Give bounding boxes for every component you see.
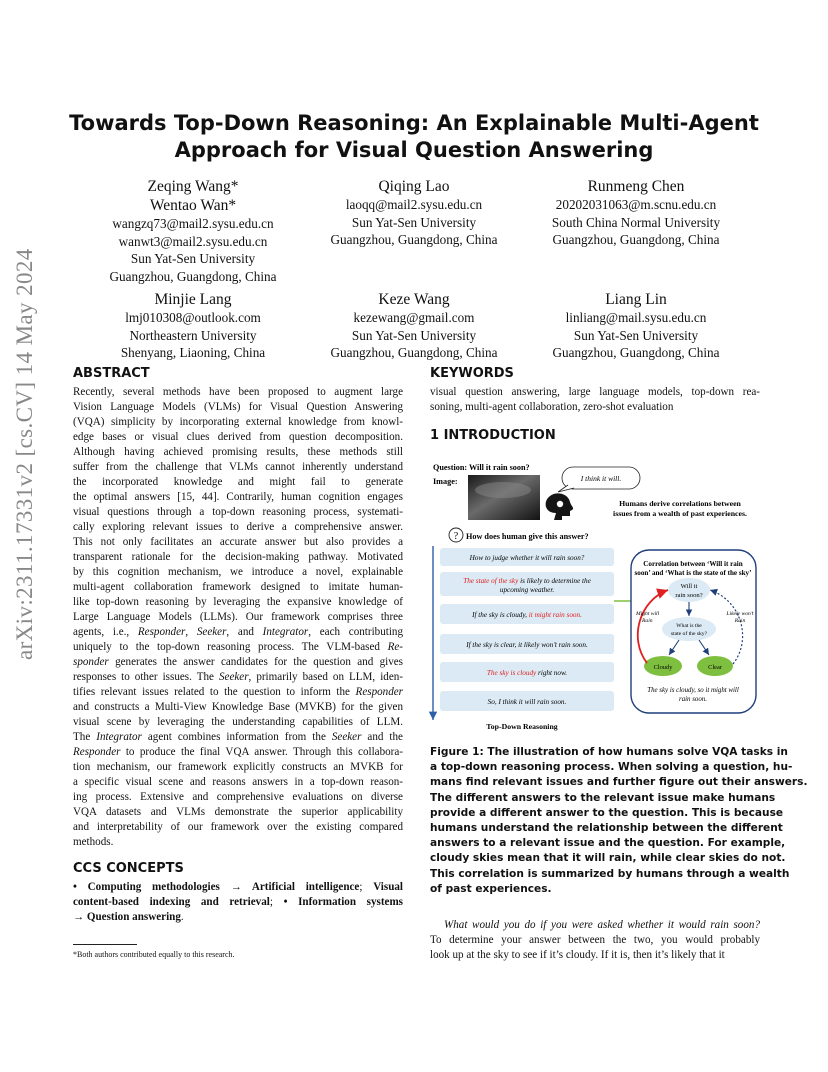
reasoning-step-text	[463, 577, 591, 585]
fig-conclusion-2: rain soon.	[679, 696, 707, 703]
text-line: tifies relevant issues related to the question to inform the Responder	[73, 686, 403, 698]
abstract-heading: ABSTRACT	[73, 366, 150, 381]
author-affiliation: Sun Yat-Sen University	[351, 327, 477, 343]
text-line: Although having achieved promising results, these methods still	[73, 446, 403, 458]
author-name: Runmeng Chen	[587, 178, 685, 195]
text-line: multi-agent collaboration framework designed to imitate human-	[73, 581, 403, 593]
text-line: ing process. Extensive and comprehensive evaluations on diverse	[73, 791, 403, 803]
text-line: uniquely to the top-down reasoning process. The VLM-based Re-	[73, 641, 403, 653]
author-location: Shenyang, Liaoning, China	[120, 345, 266, 360]
reasoning-step-text	[488, 698, 567, 706]
author-block-3	[536, 177, 736, 249]
keywords-heading: KEYWORDS	[430, 366, 514, 381]
text-line: mans find relevant issues and further figure out their answers.	[430, 776, 808, 789]
text-line: answers to a relevant issue and the question. For example,	[430, 837, 786, 850]
intro-lines	[430, 918, 760, 963]
footnote: *Both authors contributed equally to this research.	[73, 950, 235, 959]
reasoning-step-span: is likely to determine the	[518, 577, 591, 585]
author-email: wanwt3@mail2.sysu.edu.cn	[118, 233, 268, 249]
text-line: look up at the sky to see if it’s cloudy. If it is, then it’s likely that it	[430, 949, 725, 961]
introduction-body	[430, 918, 760, 963]
author-name: Zeqing Wang*	[147, 178, 239, 195]
author-location: Guangzhou, Guangdong, China	[330, 345, 498, 360]
fig-node-state-1: What is the	[676, 623, 702, 629]
author-location: Guangzhou, Guangdong, China	[552, 345, 720, 360]
text-line: • Computing methodologies → Artificial intelligence; Visual	[73, 881, 404, 893]
fig-question: Question: Will it rain soon?	[433, 463, 530, 472]
text-line: humans understand the relationship between the different	[430, 822, 783, 835]
text-line: methods.	[73, 836, 114, 848]
fig-how-question: How does human give this answer?	[466, 532, 589, 541]
text-line: a top-down reasoning process. When solving a question, hu-	[430, 761, 793, 774]
fig-topdown-label: Top-Down Reasoning	[486, 722, 558, 731]
reasoning-step-span: The state of the sky	[463, 577, 519, 585]
footnote-rule	[73, 944, 137, 945]
head-icon	[546, 493, 573, 520]
author-location: Guangzhou, Guangdong, China	[552, 232, 720, 247]
fig-node-rain-2: rain soon?	[675, 592, 703, 599]
text-line: This correlation is summarized by humans through a wealth	[430, 867, 790, 880]
text-line: soning, multi-agent collaboration, zero-shot evaluation	[430, 401, 674, 413]
keywords-body	[430, 385, 760, 415]
text-line: suffer from the challenge that VLMs cannot inherently understand	[73, 461, 403, 473]
author-block-4	[93, 290, 293, 362]
text-line: and interpretability of our framework over the existing compared	[73, 821, 403, 833]
author-affiliation: Sun Yat-Sen University	[130, 251, 256, 266]
text-line: a specific visual scene and reasons answers in a top-down reason-	[73, 776, 403, 788]
author-location: Guangzhou, Guangdong, China	[109, 268, 277, 284]
author-block-5	[314, 290, 514, 362]
ccs-body	[73, 880, 403, 925]
fig-conclusion-1: The sky is cloudy, so it might will	[647, 687, 739, 694]
text-line: What would you do if you were asked whether it would rain soon?	[444, 919, 760, 931]
text-line: The Integrator agent combines information from the Seeker and the	[73, 731, 403, 743]
author-name: Minjie Lang	[154, 291, 232, 308]
fig-might-2: Rain	[642, 618, 653, 624]
author-affiliation: Northeastern University	[129, 327, 257, 343]
author-name: Liang Lin	[605, 291, 667, 308]
text-line: by this cognition mechanism, we introduce a novel, explainable	[73, 566, 403, 578]
author-email: kezewang@gmail.com	[353, 310, 475, 325]
reasoning-step-span: If the sky is cloudy,	[472, 611, 529, 619]
text-line: This not only facilitates an accurate answer but also provides a	[73, 536, 403, 548]
author-affiliation: Sun Yat-Sen University	[573, 327, 699, 343]
fig-likely-1: Likely won’t	[726, 611, 754, 617]
fig-corr-line-2: soon’ and ‘What is the state of the sky’	[634, 569, 752, 577]
author-name: Qiqing Lao	[378, 178, 450, 195]
text-line: sponder generates the answer candidates for the question and gives	[73, 656, 403, 668]
reasoning-step-text	[487, 669, 567, 677]
author-affiliation: South China Normal University	[551, 214, 721, 230]
text-line: (VQA) simplicity by incorporating external knowledge from knowl-	[73, 416, 403, 428]
author-email: linliang@mail.sysu.edu.cn	[565, 310, 707, 325]
text-line: cloudy skies mean that it will rain, while clear skies do not.	[430, 852, 786, 865]
reasoning-step-span: If the sky is clear, it likely won’t rain soon.	[466, 641, 588, 649]
text-line: VQA datasets and VLMs demonstrate the superior applicability	[73, 806, 403, 818]
author-email: wangzq73@mail2.sysu.edu.cn	[112, 216, 274, 231]
text-line: cally exploring relevant issues to derive a comprehensive answer.	[73, 521, 403, 533]
fig-derive-line-2: issues from a wealth of past experiences.	[613, 509, 747, 518]
text-line: responses to other issues. The Seeker, primarily based on LLM, iden-	[73, 671, 404, 683]
caption-lines	[430, 745, 808, 897]
fig-node-state-2: state of the sky?	[670, 631, 708, 637]
fig-node-rain-1: Will it	[680, 583, 698, 590]
text-line: visual questions through a top-down reasoning process, systemati-	[73, 506, 403, 518]
text-line: → Question answering.	[73, 911, 184, 923]
reasoning-step-text	[465, 641, 588, 649]
text-line: agents, i.e., Responder, Seeker, and Integrator, each contributing	[73, 626, 404, 638]
reasoning-step-span: So, I think it will rain soon.	[487, 698, 567, 706]
cloud-shape	[475, 482, 531, 498]
author-block-1	[93, 177, 293, 285]
text-line: and constructs a Multi-View Knowledge Base (MVKB) for the given	[73, 701, 403, 713]
text-line: To determine your answer between the two, you would probably	[430, 934, 760, 946]
text-line: of past experiences.	[430, 882, 552, 895]
text-line: Vision Language Models (VLMs) for Visual Question Answering	[73, 401, 403, 413]
text-line: visual scene by leveraging the understanding capabilities of LLM.	[73, 716, 403, 728]
fig-bubble-text: I think it will.	[580, 474, 622, 483]
text-line: content-based indexing and retrieval; • Information systems	[73, 896, 404, 908]
text-line: like top-down reasoning by leveraging the expansive knowledge of	[73, 596, 403, 608]
author-name: Keze Wang	[378, 291, 450, 308]
keywords-lines	[430, 385, 760, 415]
node-state	[662, 617, 716, 641]
text-line: Responder to produce the final VQA answer. Through this collabora-	[73, 746, 403, 758]
reasoning-step-text	[471, 611, 582, 619]
text-line: provide a different answer to the question. This is because	[430, 806, 784, 819]
text-line: Figure 1: The illustration of how humans solve VQA tasks in	[430, 746, 788, 758]
abstract-lines	[73, 385, 403, 850]
text-line: edge bases or visual clues derived from question decomposition.	[73, 431, 403, 443]
fig-derive-line-1: Humans derive correlations between	[619, 499, 741, 508]
svg-text:?: ?	[453, 531, 459, 542]
text-line: Recently, several methods have been proposed to augment large	[73, 386, 403, 398]
author-affiliation: Sun Yat-Sen University	[351, 214, 477, 230]
figure-1	[428, 458, 764, 738]
author-name: Wentao Wan*	[149, 197, 237, 214]
ccs-lines	[73, 880, 403, 925]
fig-likely-2: Rain	[734, 618, 746, 624]
reasoning-step-text: upcoming weather.	[499, 586, 555, 594]
abstract-body	[73, 385, 403, 850]
text-line: the optimal answers [15, 44]. Contrarily, human cognition engages	[73, 491, 403, 503]
author-email: lmj010308@outlook.com	[125, 310, 261, 325]
fig-image-label: Image:	[433, 477, 458, 486]
fig-corr-line-1: Correlation between ‘Will it rain	[643, 560, 743, 568]
author-block-6	[536, 290, 736, 362]
reasoning-step-span: right now.	[536, 669, 568, 677]
author-email: 20202031063@m.scnu.edu.cn	[555, 197, 717, 212]
text-line: visual question answering, large language models, top-down rea-	[430, 386, 760, 398]
introduction-heading: 1 INTRODUCTION	[430, 428, 556, 443]
fig-node-clear: Clear	[708, 664, 722, 671]
reasoning-step-span: The sky is cloudy	[486, 669, 537, 677]
paper-title: Towards Top-Down Reasoning: An Explainable Multi-Agent Approach for Visual Question Answering	[69, 111, 759, 162]
figure-1-caption	[430, 745, 808, 897]
reasoning-step-span: it might rain soon.	[528, 611, 582, 619]
fig-might-1: Might will	[636, 611, 660, 617]
author-location: Guangzhou, Guangdong, China	[330, 232, 498, 247]
text-line: The different answers to the relevant issue make humans	[430, 791, 776, 804]
ccs-heading: CCS CONCEPTS	[73, 861, 184, 876]
author-email: laoqq@mail2.sysu.edu.cn	[345, 197, 483, 212]
reasoning-step-span: How to judge whether it will rain soon?	[469, 554, 585, 562]
reasoning-step-text	[469, 554, 585, 562]
text-line: Large Language Models (LLMs). Our framework comprises three	[73, 611, 403, 623]
fig-node-cloudy: Cloudy	[653, 664, 673, 671]
author-block-2	[314, 177, 514, 249]
reasoning-steps	[440, 548, 614, 711]
text-line: the incorporated knowledge and might fail to generate	[73, 476, 403, 488]
text-line: transparent rationale for the decision-making pathway. Motivated	[73, 551, 403, 563]
question-mark-icon	[449, 528, 463, 542]
arxiv-identifier: arXiv:2311.17331v2 [cs.CV] 14 May 2024	[12, 248, 37, 660]
text-line: tion mechanism, our framework explicitly constructs an MVKB for	[73, 761, 403, 773]
